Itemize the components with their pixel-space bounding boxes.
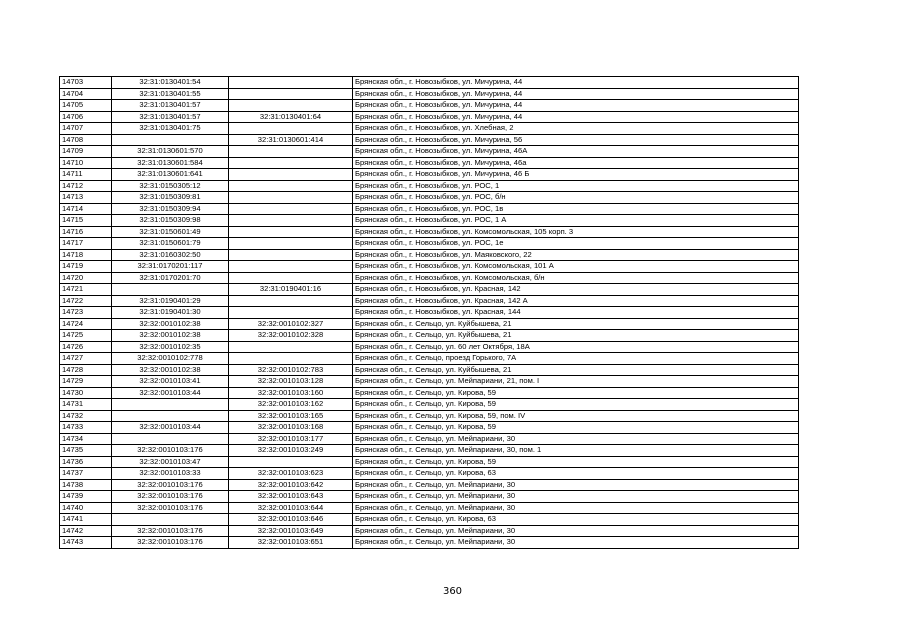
related-cadastral-number-cell: 32:31:0130601:414 xyxy=(229,134,353,146)
table-row xyxy=(60,353,799,365)
related-cadastral-number-cell: 32:32:0010102:783 xyxy=(229,364,353,376)
related-cadastral-number-cell xyxy=(229,203,353,215)
row-number-cell: 14731 xyxy=(60,399,112,411)
table-row xyxy=(60,284,799,296)
address-cell: Брянская обл., г. Сельцо, ул. Мейпариани, 21, пом. I xyxy=(353,376,799,388)
address-cell: Брянская обл., г. Сельцо, ул. Куйбышева, 21 xyxy=(353,364,799,376)
address-cell: Брянская обл., г. Новозыбков, ул. Мичурина, 46а xyxy=(353,157,799,169)
row-number-cell: 14740 xyxy=(60,502,112,514)
cadastral-number-cell: 32:31:0170201:70 xyxy=(112,272,229,284)
table-row xyxy=(60,456,799,468)
table-row xyxy=(60,215,799,227)
address-cell: Брянская обл., г. Сельцо, ул. Мейпариани, 30, пом. 1 xyxy=(353,445,799,457)
row-number-cell: 14719 xyxy=(60,261,112,273)
address-cell: Брянская обл., г. Новозыбков, ул. Комсомольская, 101 А xyxy=(353,261,799,273)
table-row xyxy=(60,272,799,284)
related-cadastral-number-cell xyxy=(229,295,353,307)
table-row xyxy=(60,491,799,503)
address-cell: Брянская обл., г. Сельцо, ул. Куйбышева, 21 xyxy=(353,318,799,330)
address-cell: Брянская обл., г. Сельцо, ул. Кирова, 59 xyxy=(353,399,799,411)
related-cadastral-number-cell: 32:32:0010103:165 xyxy=(229,410,353,422)
related-cadastral-number-cell: 32:32:0010103:160 xyxy=(229,387,353,399)
row-number-cell: 14708 xyxy=(60,134,112,146)
address-cell: Брянская обл., г. Новозыбков, ул. Красная, 144 xyxy=(353,307,799,319)
cadastral-number-cell xyxy=(112,433,229,445)
table-row xyxy=(60,330,799,342)
address-cell: Брянская обл., г. Сельцо, ул. Кирова, 59 xyxy=(353,456,799,468)
cadastral-number-cell: 32:32:0010103:47 xyxy=(112,456,229,468)
table-row xyxy=(60,226,799,238)
table-row xyxy=(60,157,799,169)
address-cell: Брянская обл., г. Новозыбков, ул. Красная, 142 xyxy=(353,284,799,296)
table-row xyxy=(60,468,799,480)
related-cadastral-number-cell xyxy=(229,192,353,204)
cadastral-number-cell: 32:31:0170201:117 xyxy=(112,261,229,273)
address-cell: Брянская обл., г. Новозыбков, ул. Мичурина, 44 xyxy=(353,88,799,100)
address-cell: Брянская обл., г. Новозыбков, ул. Хлебная, 2 xyxy=(353,123,799,135)
address-cell: Брянская обл., г. Новозыбков, ул. Маяковского, 22 xyxy=(353,249,799,261)
related-cadastral-number-cell: 32:32:0010103:642 xyxy=(229,479,353,491)
related-cadastral-number-cell: 32:32:0010103:646 xyxy=(229,514,353,526)
table-row xyxy=(60,100,799,112)
related-cadastral-number-cell xyxy=(229,238,353,250)
table-row xyxy=(60,433,799,445)
cadastral-number-cell: 32:31:0160302:50 xyxy=(112,249,229,261)
row-number-cell: 14723 xyxy=(60,307,112,319)
cadastral-number-cell: 32:31:0130401:54 xyxy=(112,77,229,89)
related-cadastral-number-cell xyxy=(229,88,353,100)
address-cell: Брянская обл., г. Сельцо, ул. Мейпариани, 30 xyxy=(353,502,799,514)
row-number-cell: 14741 xyxy=(60,514,112,526)
table-row xyxy=(60,249,799,261)
table-row xyxy=(60,479,799,491)
cadastral-number-cell xyxy=(112,410,229,422)
table-row xyxy=(60,445,799,457)
related-cadastral-number-cell xyxy=(229,146,353,158)
row-number-cell: 14705 xyxy=(60,100,112,112)
table-row xyxy=(60,387,799,399)
related-cadastral-number-cell: 32:31:0190401:16 xyxy=(229,284,353,296)
row-number-cell: 14703 xyxy=(60,77,112,89)
address-cell: Брянская обл., г. Новозыбков, ул. Комсомольская, б/н xyxy=(353,272,799,284)
cadastral-number-cell: 32:32:0010103:176 xyxy=(112,445,229,457)
address-cell: Брянская обл., г. Сельцо, ул. Кирова, 63 xyxy=(353,468,799,480)
address-cell: Брянская обл., г. Сельцо, ул. Мейпариани, 30 xyxy=(353,525,799,537)
row-number-cell: 14720 xyxy=(60,272,112,284)
row-number-cell: 14710 xyxy=(60,157,112,169)
related-cadastral-number-cell: 32:32:0010103:643 xyxy=(229,491,353,503)
related-cadastral-number-cell xyxy=(229,77,353,89)
table-row xyxy=(60,364,799,376)
table-row xyxy=(60,502,799,514)
table-row xyxy=(60,261,799,273)
table-row xyxy=(60,123,799,135)
cadastral-number-cell: 32:32:0010102:38 xyxy=(112,330,229,342)
cadastral-number-cell: 32:32:0010103:41 xyxy=(112,376,229,388)
table-row xyxy=(60,238,799,250)
related-cadastral-number-cell: 32:32:0010103:162 xyxy=(229,399,353,411)
registry-sheet xyxy=(59,76,799,549)
address-cell: Брянская обл., г. Сельцо, ул. Мейпариани, 30 xyxy=(353,537,799,549)
address-cell: Брянская обл., г. Сельцо, ул. Мейпариани, 30 xyxy=(353,479,799,491)
address-cell: Брянская обл., г. Сельцо, ул. Мейпариани, 30 xyxy=(353,433,799,445)
related-cadastral-number-cell xyxy=(229,307,353,319)
row-number-cell: 14711 xyxy=(60,169,112,181)
cadastral-number-cell: 32:31:0130601:570 xyxy=(112,146,229,158)
row-number-cell: 14737 xyxy=(60,468,112,480)
address-cell: Брянская обл., г. Новозыбков, ул. Комсомольская, 105 корп. 3 xyxy=(353,226,799,238)
related-cadastral-number-cell: 32:32:0010103:168 xyxy=(229,422,353,434)
row-number-cell: 14721 xyxy=(60,284,112,296)
related-cadastral-number-cell: 32:32:0010103:177 xyxy=(229,433,353,445)
cadastral-number-cell: 32:32:0010102:38 xyxy=(112,364,229,376)
address-cell: Брянская обл., г. Новозыбков, ул. РОС, 1е xyxy=(353,238,799,250)
cadastral-number-cell: 32:31:0150601:49 xyxy=(112,226,229,238)
cadastral-number-cell: 32:31:0190401:30 xyxy=(112,307,229,319)
row-number-cell: 14706 xyxy=(60,111,112,123)
related-cadastral-number-cell xyxy=(229,353,353,365)
address-cell: Брянская обл., г. Новозыбков, ул. Мичурина, 44 xyxy=(353,111,799,123)
row-number-cell: 14730 xyxy=(60,387,112,399)
related-cadastral-number-cell: 32:32:0010102:327 xyxy=(229,318,353,330)
registry-table xyxy=(59,76,799,549)
table-row xyxy=(60,537,799,549)
table-row xyxy=(60,295,799,307)
cadastral-number-cell: 32:32:0010102:38 xyxy=(112,318,229,330)
cadastral-number-cell: 32:31:0150309:94 xyxy=(112,203,229,215)
cadastral-number-cell: 32:32:0010103:176 xyxy=(112,479,229,491)
cadastral-number-cell: 32:32:0010103:44 xyxy=(112,422,229,434)
row-number-cell: 14725 xyxy=(60,330,112,342)
row-number-cell: 14709 xyxy=(60,146,112,158)
related-cadastral-number-cell: 32:32:0010103:651 xyxy=(229,537,353,549)
table-row xyxy=(60,399,799,411)
cadastral-number-cell: 32:32:0010103:176 xyxy=(112,525,229,537)
row-number-cell: 14716 xyxy=(60,226,112,238)
row-number-cell: 14707 xyxy=(60,123,112,135)
related-cadastral-number-cell xyxy=(229,261,353,273)
cadastral-number-cell xyxy=(112,134,229,146)
table-row xyxy=(60,134,799,146)
address-cell: Брянская обл., г. Сельцо, ул. Кирова, 59 xyxy=(353,387,799,399)
address-cell: Брянская обл., г. Новозыбков, ул. Мичурина, 56 xyxy=(353,134,799,146)
related-cadastral-number-cell: 32:31:0130401:64 xyxy=(229,111,353,123)
row-number-cell: 14739 xyxy=(60,491,112,503)
row-number-cell: 14722 xyxy=(60,295,112,307)
related-cadastral-number-cell xyxy=(229,100,353,112)
row-number-cell: 14738 xyxy=(60,479,112,491)
related-cadastral-number-cell xyxy=(229,249,353,261)
cadastral-number-cell: 32:31:0130601:584 xyxy=(112,157,229,169)
cadastral-number-cell: 32:32:0010103:33 xyxy=(112,468,229,480)
address-cell: Брянская обл., г. Сельцо, проезд Горького, 7А xyxy=(353,353,799,365)
cadastral-number-cell: 32:31:0150305:12 xyxy=(112,180,229,192)
cadastral-number-cell: 32:31:0130401:55 xyxy=(112,88,229,100)
table-row xyxy=(60,169,799,181)
related-cadastral-number-cell xyxy=(229,226,353,238)
address-cell: Брянская обл., г. Новозыбков, ул. Красная, 142 А xyxy=(353,295,799,307)
address-cell: Брянская обл., г. Сельцо, ул. Куйбышева, 21 xyxy=(353,330,799,342)
related-cadastral-number-cell: 32:32:0010103:644 xyxy=(229,502,353,514)
address-cell: Брянская обл., г. Новозыбков, ул. Мичурина, 46А xyxy=(353,146,799,158)
row-number-cell: 14734 xyxy=(60,433,112,445)
table-row xyxy=(60,88,799,100)
cadastral-number-cell: 32:31:0130401:57 xyxy=(112,100,229,112)
cadastral-number-cell xyxy=(112,284,229,296)
cadastral-number-cell: 32:31:0150309:81 xyxy=(112,192,229,204)
table-row xyxy=(60,203,799,215)
row-number-cell: 14717 xyxy=(60,238,112,250)
row-number-cell: 14713 xyxy=(60,192,112,204)
cadastral-number-cell: 32:32:0010103:176 xyxy=(112,491,229,503)
address-cell: Брянская обл., г. Новозыбков, ул. РОС, б/н xyxy=(353,192,799,204)
related-cadastral-number-cell: 32:32:0010103:128 xyxy=(229,376,353,388)
row-number-cell: 14715 xyxy=(60,215,112,227)
related-cadastral-number-cell: 32:32:0010102:328 xyxy=(229,330,353,342)
table-row xyxy=(60,111,799,123)
related-cadastral-number-cell xyxy=(229,180,353,192)
address-cell: Брянская обл., г. Сельцо, ул. Кирова, 63 xyxy=(353,514,799,526)
address-cell: Брянская обл., г. Новозыбков, ул. Мичурина, 44 xyxy=(353,77,799,89)
address-cell: Брянская обл., г. Сельцо, ул. 60 лет Октября, 18А xyxy=(353,341,799,353)
row-number-cell: 14743 xyxy=(60,537,112,549)
address-cell: Брянская обл., г. Сельцо, ул. Мейпариани, 30 xyxy=(353,491,799,503)
address-cell: Брянская обл., г. Новозыбков, ул. РОС, 1 А xyxy=(353,215,799,227)
related-cadastral-number-cell xyxy=(229,123,353,135)
cadastral-number-cell xyxy=(112,514,229,526)
address-cell: Брянская обл., г. Сельцо, ул. Кирова, 59 xyxy=(353,422,799,434)
cadastral-number-cell: 32:31:0130401:75 xyxy=(112,123,229,135)
table-row xyxy=(60,318,799,330)
cadastral-number-cell: 32:31:0130601:641 xyxy=(112,169,229,181)
cadastral-number-cell: 32:31:0150309:98 xyxy=(112,215,229,227)
table-row xyxy=(60,146,799,158)
address-cell: Брянская обл., г. Сельцо, ул. Кирова, 59, пом. IV xyxy=(353,410,799,422)
row-number-cell: 14728 xyxy=(60,364,112,376)
table-row xyxy=(60,180,799,192)
cadastral-number-cell: 32:31:0190401:29 xyxy=(112,295,229,307)
row-number-cell: 14727 xyxy=(60,353,112,365)
related-cadastral-number-cell: 32:32:0010103:623 xyxy=(229,468,353,480)
cadastral-number-cell xyxy=(112,399,229,411)
table-row xyxy=(60,514,799,526)
table-row xyxy=(60,77,799,89)
table-row xyxy=(60,376,799,388)
row-number-cell: 14704 xyxy=(60,88,112,100)
row-number-cell: 14726 xyxy=(60,341,112,353)
registry-table-body xyxy=(60,77,799,549)
related-cadastral-number-cell xyxy=(229,341,353,353)
cadastral-number-cell: 32:31:0150601:79 xyxy=(112,238,229,250)
related-cadastral-number-cell xyxy=(229,169,353,181)
row-number-cell: 14735 xyxy=(60,445,112,457)
table-row xyxy=(60,307,799,319)
row-number-cell: 14729 xyxy=(60,376,112,388)
related-cadastral-number-cell: 32:32:0010103:249 xyxy=(229,445,353,457)
address-cell: Брянская обл., г. Новозыбков, ул. РОС, 1 xyxy=(353,180,799,192)
row-number-cell: 14712 xyxy=(60,180,112,192)
table-row xyxy=(60,341,799,353)
row-number-cell: 14733 xyxy=(60,422,112,434)
row-number-cell: 14718 xyxy=(60,249,112,261)
address-cell: Брянская обл., г. Новозыбков, ул. Мичурина, 46 Б xyxy=(353,169,799,181)
related-cadastral-number-cell xyxy=(229,456,353,468)
row-number-cell: 14724 xyxy=(60,318,112,330)
related-cadastral-number-cell xyxy=(229,272,353,284)
related-cadastral-number-cell xyxy=(229,215,353,227)
row-number-cell: 14732 xyxy=(60,410,112,422)
table-row xyxy=(60,192,799,204)
address-cell: Брянская обл., г. Новозыбков, ул. РОС, 1в xyxy=(353,203,799,215)
address-cell: Брянская обл., г. Новозыбков, ул. Мичурина, 44 xyxy=(353,100,799,112)
row-number-cell: 14742 xyxy=(60,525,112,537)
cadastral-number-cell: 32:32:0010102:778 xyxy=(112,353,229,365)
cadastral-number-cell: 32:32:0010102:35 xyxy=(112,341,229,353)
table-row xyxy=(60,422,799,434)
cadastral-number-cell: 32:32:0010103:176 xyxy=(112,537,229,549)
table-row xyxy=(60,410,799,422)
related-cadastral-number-cell xyxy=(229,157,353,169)
page-number: 360 xyxy=(442,586,463,597)
cadastral-number-cell: 32:32:0010103:176 xyxy=(112,502,229,514)
row-number-cell: 14736 xyxy=(60,456,112,468)
related-cadastral-number-cell: 32:32:0010103:649 xyxy=(229,525,353,537)
table-row xyxy=(60,525,799,537)
row-number-cell: 14714 xyxy=(60,203,112,215)
cadastral-number-cell: 32:32:0010103:44 xyxy=(112,387,229,399)
cadastral-number-cell: 32:31:0130401:57 xyxy=(112,111,229,123)
